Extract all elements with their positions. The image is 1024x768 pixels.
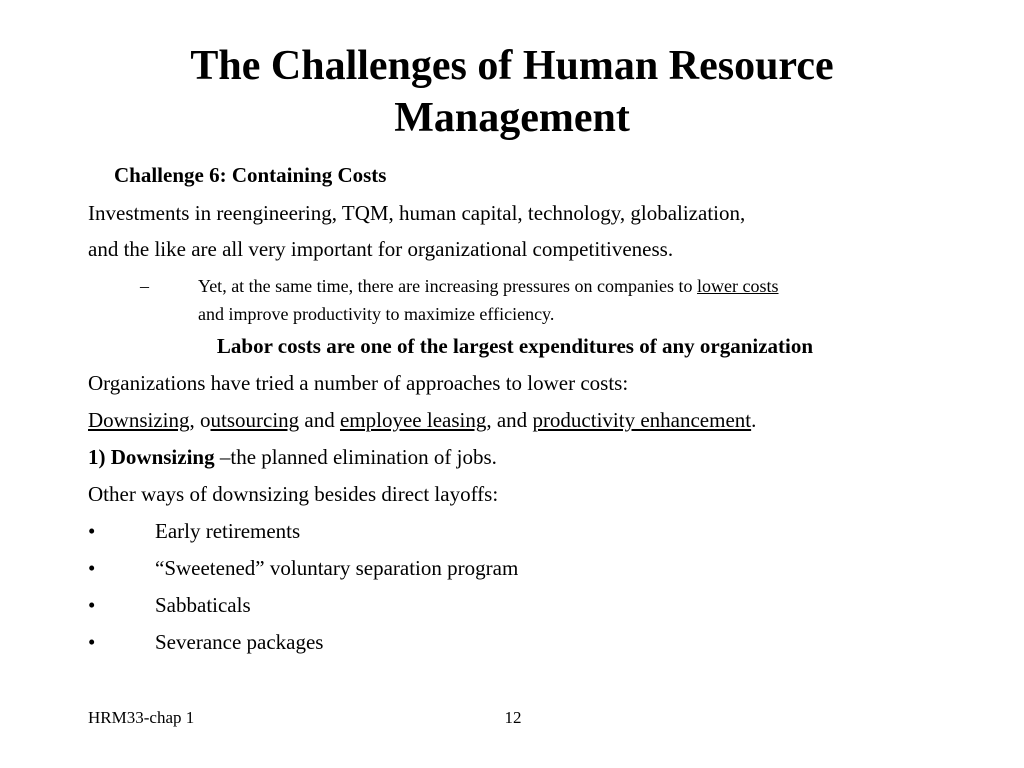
bullet-marker: • [88,593,96,617]
bullet-text: “Sweetened” voluntary separation program [155,556,519,580]
labor-costs-statement: Labor costs are one of the largest expenditures of any organization [216,334,814,358]
methods-end: . [751,408,757,432]
dash-marker: – [140,276,149,296]
dash-item-text [198,272,779,328]
bullet-marker: • [88,519,96,543]
challenge-subheading: Challenge 6: Containing Costs [114,163,387,187]
employee-leasing-term: employee leasing [339,408,487,432]
dash-item-line-2: and improve productivity to maximize efficiency. [198,304,555,324]
dash-item-line-1-text: Yet, at the same time, there are increasing pressures on companies to [198,276,698,296]
lower-costs-link-text: lower costs [697,276,779,296]
dash-item-line-1 [198,272,779,300]
methods-separator-1: , o [189,408,211,432]
productivity-enhancement-term: productivity enhancement [532,408,752,432]
downsizing-definition-text: –the planned elimination of jobs. [219,445,497,469]
bullet-marker: • [88,630,96,654]
other-ways-line: Other ways of downsizing besides direct layoffs: [88,482,499,506]
investments-line-2: and the like are all very important for organizational competitiveness. [88,237,674,261]
footer-course-label: HRM33-chap 1 [88,708,195,727]
page-number: 12 [504,708,522,727]
bullet-text: Early retirements [155,519,301,543]
downsizing-definition [88,444,497,470]
bullet-text: Severance packages [155,630,324,654]
outsourcing-term: utsourcing [210,408,300,432]
methods-separator-2: and [299,408,340,432]
methods-separator-3: , and [486,408,533,432]
approaches-line: Organizations have tried a number of approaches to lower costs: [88,371,629,395]
methods-line [88,407,756,433]
investments-line-1: Investments in reengineering, TQM, human capital, technology, globalization, [88,201,746,225]
downsizing-definition-label: 1) Downsizing [88,445,220,469]
bullet-marker: • [88,556,96,580]
bullet-text: Sabbaticals [155,593,251,617]
slide-title-line-1: The Challenges of Human Resource [190,43,834,89]
downsizing-term: Downsizing [88,408,190,432]
slide-title-line-2: Management [394,95,630,141]
slide-title [0,40,1024,144]
